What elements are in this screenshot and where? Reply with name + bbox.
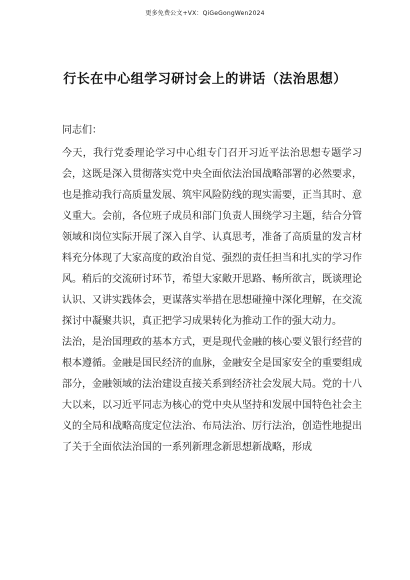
paragraph: 法治，是治国理政的基本方式，更是现代金融的核心要义银行经营的根本遵循。金融是国民经济的血脉，金融安全是国家安全的重要组成部分，金融领域的法治建设直接关系到经济社会发展大局。党的十八大以来，以习近平同志为核心的党中央从坚持和发展中国特色社会主义的全局和战略高度定位法治、布局法治、厉行法治，创造性地提出了关于全面依法治国的一系列新理念新思想新战略，形成 <box>62 337 362 453</box>
document-title: 行长在中心组学习研讨会上的讲话（法治思想） <box>63 72 347 87</box>
document-body <box>62 120 362 458</box>
header-note: 更多免费公文+VX：QiGeGongWen2024 <box>145 10 265 17</box>
salutation: 同志们： <box>62 125 102 136</box>
paragraph: 今天，我行党委理论学习中心组专门召开习近平法治思想专题学习会，这既是深入贯彻落实党中央全面依法治国战略部署的必然要求，也是推动我行高质量发展、筑牢风险防线的现实需要，正当其时、意义重大。会前，各位班子成员和部门负责人围绕学习主题，结合分管领域和岗位实际开展了深入自学、认真思考，准备了高质量的发言材料充分体现了大家高度的政治自觉、强烈的责任担当和扎实的学习作风。稍后的交流研讨环节，希望大家敞开思路、畅所欲言，既谈理论认识、又讲实践体会，更谋落实举措在思想碰撞中深化理解，在交流探讨中凝聚共识，真正把学习成果转化为推动工作的强大动力。 <box>62 148 362 327</box>
